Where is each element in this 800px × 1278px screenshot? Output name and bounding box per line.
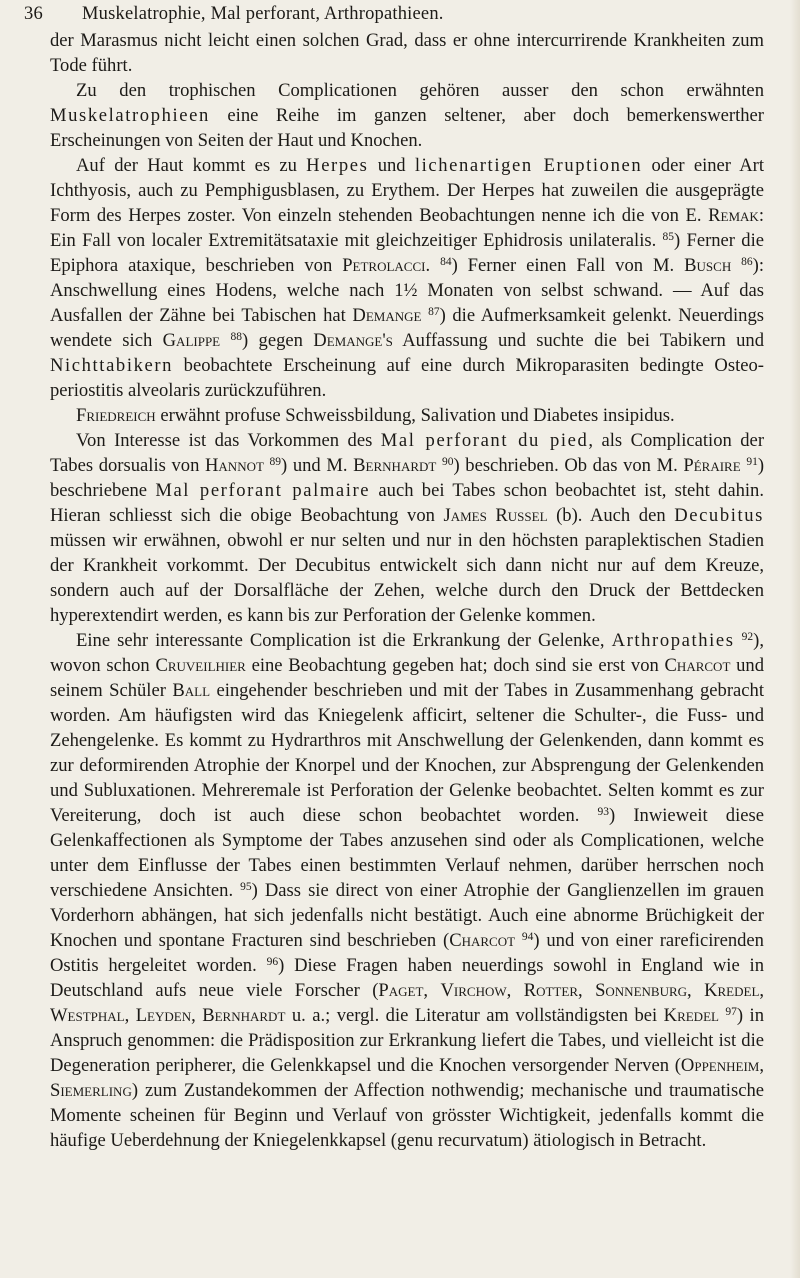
body-text (50, 28, 764, 1153)
text-run (515, 930, 522, 951)
footnote-ref: 94 (521, 931, 534, 943)
author-name: Oppenheim (680, 1055, 760, 1076)
text-run (220, 330, 230, 351)
author-name: Demange's (313, 330, 393, 351)
text-run: Auffassung und suchte die bei Tabikern und (392, 330, 764, 351)
text-run (731, 255, 741, 276)
paragraph (50, 628, 764, 1153)
author-name: Leyden (135, 1005, 192, 1026)
footnote-ref: 92 (741, 631, 754, 643)
spaced-term: Mal perforant du pied (380, 430, 589, 451)
text-run: ) zum Zustandekommen der Affection nothwendig; mechanische und traumatische Momente scheinen für Beginn und Verlauf von grösster Wichtigkeit, jedenfalls kommt die häufige Ueberdehnung der Kniegelenkkapsel (genu recurvatum) ätiologisch in Betracht. (50, 1080, 764, 1151)
spaced-term: lichenartigen Eruptionen (414, 155, 643, 176)
text-run: eine Reihe im ganzen seltener, aber doch bemerkenswerther Erscheinungen von Seiten der Haut und Knochen. (50, 105, 764, 151)
author-name: Busch (684, 255, 732, 276)
text-run: , (423, 980, 441, 1001)
text-run: ) Diese Fragen haben neuerdings sowohl in England wie in Deutschland aufs neue viele Forscher ( (50, 955, 765, 1001)
text-run: , (124, 1005, 136, 1026)
author-name: Petrolacci (342, 255, 426, 276)
author-name: Péraire (683, 455, 741, 476)
author-name: Virchow (440, 980, 507, 1001)
running-title: Muskelatrophie, Mal perforant, Arthropathieen. (82, 4, 444, 24)
text-run: eingehender beschrieben und mit der Tabes in Zusammenhang gebracht worden. Am häufigsten wird das Kniegelenk afficirt, seltener die Schulter-, die Fuss- und Zehengelenke. Es kommt zu Hydrarthros mit Anschwellung der Gelenkenden, dann kommt es zur deformirenden Atrophie der Knorpel und der Knochen, zur Absprengung der Gelenkenden und Subluxationen. Mehreremale ist Perforation der Gelenke beobachtet. Selten kommt es zur Vereiterung, doch ist auch diese schon beobachtet worden. (50, 680, 765, 826)
page-number: 36 (24, 4, 43, 24)
author-name: Bernhardt (353, 455, 437, 476)
text-run: . (425, 255, 441, 276)
text-run: ) Dass sie direct von einer Atrophie der Ganglienzellen im grauen Vorderhorn abhängen, hat sich jedenfalls nicht bestätigt. Auch eine abnorme Brüchigkeit der Knochen und spontane Fracturen sind beschrieben ( (50, 880, 764, 951)
author-name: Kredel (704, 980, 760, 1001)
footnote-ref: 88 (230, 331, 242, 343)
author-name: Remak (708, 205, 759, 226)
footnote-ref: 97 (725, 1006, 737, 1018)
author-name: Demange (352, 305, 422, 326)
author-name: James Russel (443, 505, 548, 526)
footnote-ref: 87 (428, 306, 440, 318)
paragraph (50, 153, 764, 403)
footnote-ref: 91 (746, 456, 758, 468)
spaced-term: Muskelatrophieen (50, 105, 210, 126)
spaced-term: Herpes (306, 155, 369, 176)
text-run: , (191, 1005, 203, 1026)
text-run: ) und von einer rareficirenden Ostitis hergeleitet worden. (50, 930, 764, 976)
text-run: ) beschrieben. Ob das von M. (453, 455, 684, 476)
text-run: beobachtete Erscheinung auf eine durch Mikroparasiten bedingte Osteo-periostitis alveolaris zurückzuführen. (50, 355, 764, 401)
footnote-ref: 89 (269, 456, 282, 468)
text-run: auch bei Tabes schon beobachtet ist, steht dahin. Hieran schliesst sich die obige Beobachtung von (50, 480, 764, 526)
author-name: Sonnenburg (595, 980, 688, 1001)
text-run: der Marasmus nicht leicht einen solchen Grad, dass er ohne intercurrirende Krankheiten zum Tode führt. (50, 30, 764, 76)
author-name: Hannot (204, 455, 264, 476)
text-run: ) und M. (281, 455, 354, 476)
text-run: ) Ferner einen Fall von M. (451, 255, 685, 276)
spaced-term: Decubitus (674, 505, 764, 526)
page-edge-shadow (790, 0, 800, 1278)
text-run: ): Anschwellung eines Hodens, welche nach 1½ Monaten von selbst schwand. — Auf das Ausfallen der Zähne bei Tabischen hat (50, 255, 765, 326)
author-name: Charcot (664, 655, 731, 676)
author-name: Galippe (162, 330, 221, 351)
author-name: Paget (378, 980, 424, 1001)
paragraph (50, 78, 764, 153)
running-head (24, 2, 764, 26)
text-run: , als Complication der Tabes dorsualis von (50, 430, 765, 476)
footnote-ref: 95 (240, 881, 252, 893)
text-run: ) in Anspruch genommen: die Prädisposition zur Erkrankung liefert die Tabes, und vielleicht ist die Degeneration peripherer, die Gelenkkapsel und die Knochen versorgender Nerven ( (50, 1005, 764, 1076)
text-run: ) gegen (241, 330, 314, 351)
author-name: Kredel (663, 1005, 719, 1026)
text-run: ) Inwieweit diese Gelenkaffectionen als Symptome der Tabes anzusehen sind oder als Complicationen, welche unter dem Einflusse der Tabes einen bestimmten Verlauf nehmen, darüber herrschen noch verschiedene Ansichten. (50, 805, 764, 901)
author-name: Bernhardt (202, 1005, 286, 1026)
text-run: , (578, 980, 596, 1001)
paragraph (50, 403, 764, 428)
text-run (735, 630, 742, 651)
text-run: ), wovon schon (50, 630, 764, 676)
paragraph (50, 428, 764, 628)
author-name: Friedreich (76, 405, 156, 426)
footnote-ref: 86 (741, 256, 753, 268)
text-run: , (759, 980, 765, 1001)
text-run: u. a.; vergl. die Literatur am vollständigsten bei (285, 1005, 664, 1026)
text-run: , (759, 1055, 764, 1076)
text-run: Auf der Haut kommt es zu (76, 155, 307, 176)
text-run: (b). Auch den (547, 505, 675, 526)
text-run: Zu den trophischen Complicationen gehören ausser den schon erwähnten (76, 80, 764, 101)
footnote-ref: 96 (266, 956, 279, 968)
text-run: erwähnt profuse Schweissbildung, Salivation und Diabetes insipidus. (155, 405, 675, 426)
text-run: ) beschriebene (50, 455, 765, 501)
spaced-term: Arthropathies (611, 630, 735, 651)
paragraph (50, 28, 764, 78)
text-run: ) die Aufmerksamkeit gelenkt. Neuerdings wendete sich (50, 305, 764, 351)
text-run: oder einer Art Ichthyosis, auch zu Pemphigusblasen, zu Erythem. Der Herpes hat zuweilen die ausgeprägte Form des Herpes zoster. Von einzeln stehenden Beobachtungen nenne ich die von E. (50, 155, 765, 226)
text-run: müssen wir erwähnen, obwohl er nur selten und nur in den höchsten paraplektischen Stadien der Krankheit vorkommt. Der Decubitus entwickelt sich dann nicht nur auf dem Kreuze, sondern auch auf der Dorsalfläche der Zehen, welche durch den Druck der Bettdecken hyperextendirt werden, es kann bis zur Perforation der Gelenke kommen. (50, 530, 764, 626)
author-name: Rotter (523, 980, 578, 1001)
author-name: Siemerling (50, 1080, 132, 1101)
text-run: ) Ferner die Epiphora ataxique, beschrieben von (50, 230, 764, 276)
footnote-ref: 84 (440, 256, 452, 268)
text-run: , (506, 980, 524, 1001)
footnote-ref: 85 (662, 231, 675, 243)
spaced-term: Nichttabikern (50, 355, 174, 376)
footnote-ref: 93 (597, 806, 610, 818)
text-run: eine Beobachtung gegeben hat; doch sind sie erst von (245, 655, 665, 676)
footnote-ref: 90 (441, 456, 454, 468)
spaced-term: Mal perforant palmaire (155, 480, 371, 501)
author-name: Ball (172, 680, 211, 701)
author-name: Cruveilhier (155, 655, 246, 676)
author-name: Westphal (50, 1005, 125, 1026)
text-run: Eine sehr interessante Complication ist die Erkrankung der Gelenke, (76, 630, 612, 651)
text-run: und seinem Schüler (50, 655, 765, 701)
text-run: , (687, 980, 705, 1001)
text-run: : Ein Fall von localer Extremitätsataxie mit gleichzeitiger Ephidrosis unilateralis. (50, 205, 764, 251)
text-run: und (368, 155, 415, 176)
text-run: Von Interesse ist das Vorkommen des (76, 430, 381, 451)
author-name: Charcot (449, 930, 516, 951)
